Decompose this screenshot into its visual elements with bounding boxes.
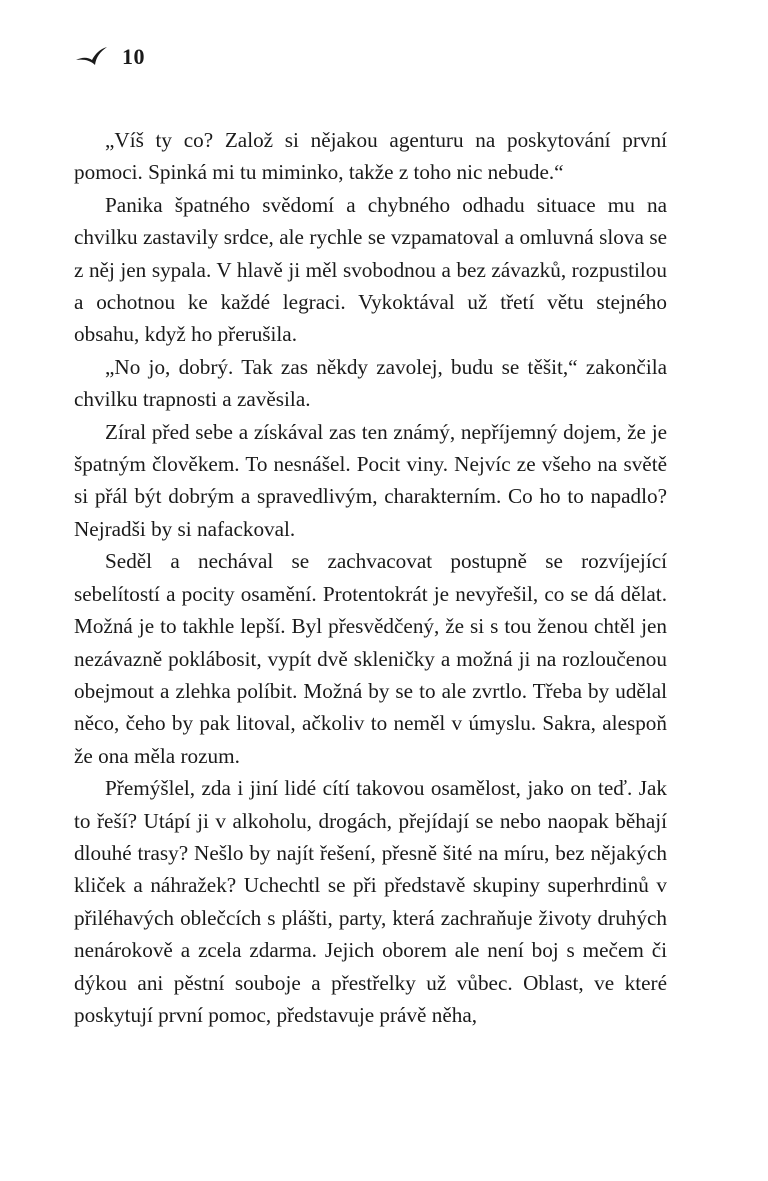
- paragraph: Přemýšlel, zda i jiní lidé cítí takovou osamělost, jako on teď. Jak to řeší? Utápí ji v alkoholu, drogách, přejídají se nebo naopak běhají dlouhé trasy? Nešlo by najít řešení, přesně šité na míru, bez nějakých kliček a náhražek? Uchechtl se při představě skupiny superhrdinů v přiléhavých oblečcích s plášti, party, která zachraňuje životy druhých nenárokově a zcela zdarma. Jejich oborem ale není boj s mečem či dýkou ani pěstní souboje a přestřelky už vůbec. Oblast, ve které poskytují první pomoc, představuje právě něha,: [74, 776, 667, 1027]
- paragraph: Panika špatného svědomí a chybného odhadu situace mu na chvilku zastavily srdce, ale rychle se vzpamatoval a omluvná slova se z něj jen sypala. V hlavě ji měl svobodnou a bez závazků, rozpustilou a ochotnou ke každé legraci. Vykoktával už třetí větu stejného obsahu, když ho přerušila.: [74, 192, 667, 347]
- paragraph: „No jo, dobrý. Tak zas někdy zavolej, budu se těšit,“ zakončila chvilku trapnosti a zavěsila.: [74, 354, 667, 412]
- paragraph: Seděl a nechával se zachvacovat postupně se rozvíjející sebelítostí a pocity osamění. Protentokrát je nevyřešil, co se dá dělat. Možná je to takhle lepší. Byl přesvědčený, že si s tou ženou chtěl jen nezávazně poklábosit, vypít dvě skleničky a možná ji na rozloučenou obejmout a zlehka políbit. Možná by se to ale zvrtlo. Třeba by udělal něco, čeho by pak litoval, ačkoliv to neměl v úmyslu. Sakra, alespoň že ona měla rozum.: [74, 549, 667, 768]
- body-text: [74, 124, 667, 1031]
- paragraph: Zíral před sebe a získával zas ten známý, nepříjemný dojem, že je špatným člověkem. To nesnášel. Pocit viny. Nejvíc ze všeho na světě si přál být dobrým a spravedlivým, charakterním. Co ho to napadlo? Nejradši by si nafackoval.: [74, 419, 667, 541]
- paragraph: „Víš ty co? Založ si nějakou agenturu na poskytování první pomoci. Spinká mi tu miminko, takže z toho nic nebude.“: [74, 128, 667, 185]
- bird-icon: [74, 45, 108, 69]
- page-header: [74, 44, 145, 70]
- page-number: 10: [122, 44, 145, 69]
